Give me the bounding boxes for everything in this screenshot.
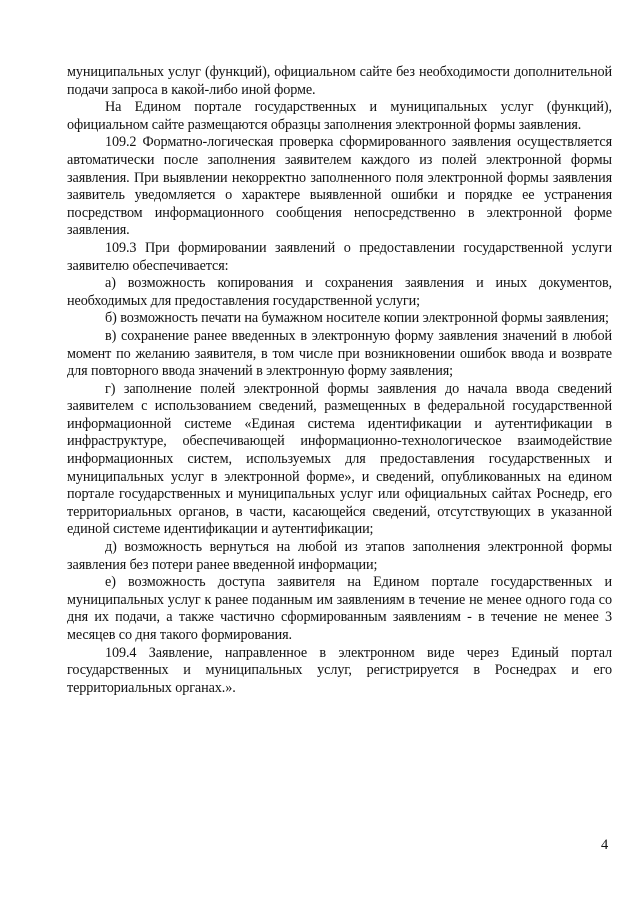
document-body — [67, 64, 612, 697]
paragraph-continuation: муниципальных услуг (функций), официальном сайте без необходимости дополнительной подачи запроса в какой-либо иной форме. — [67, 64, 612, 98]
list-item-e: е) возможность доступа заявителя на Едином портале государственных и муниципальных услуг к ранее поданным им заявлениям в течение не менее одного года со дня их подачи, а также частично сформированным заявлениям - в течение не менее 3 месяцев со дня такого формирования. — [67, 574, 612, 643]
list-item-g: г) заполнение полей электронной формы заявления до начала ввода сведений заявителем с использованием сведений, размещенных в федеральной государственной информационной системе «Единая система идентификации и аутентификации в инфраструктуре, обеспечивающей информационно-технологическое взаимодействие информационных систем, используемых для предоставления государственных и муниципальных услуг в электронной форме», и сведений, опубликованных на едином портале государственных и муниципальных услуг или официальных сайтах Роснедр, его территориальных органов, в части, касающейся сведений, отсутствующих в указанной единой системе идентификации и аутентификации; — [67, 380, 612, 538]
paragraph-109-4: 109.4 Заявление, направленное в электронном виде через Единый портал государственных и муниципальных услуг, регистрируется в Роснедрах и его территориальных органах.». — [67, 644, 612, 696]
paragraph-portal-samples: На Едином портале государственных и муниципальных услуг (функций), официальном сайте размещаются образцы заполнения электронной формы заявления. — [67, 99, 612, 133]
list-item-b: б) возможность печати на бумажном носителе копии электронной формы заявления; — [105, 310, 609, 327]
list-item-a: а) возможность копирования и сохранения заявления и иных документов, необходимых для предоставления государственной услуги; — [67, 275, 612, 309]
paragraph-109-2: 109.2 Форматно-логическая проверка сформированного заявления осуществляется автоматически после заполнения заявителем каждого из полей электронной формы заявления. При выявлении некорректно заполненного поля электронной формы заявления заявитель уведомляется о характере выявленной ошибки и порядке ее устранения посредством информационного сообщения непосредственно в электронной форме заявления. — [67, 134, 612, 239]
paragraph-109-3: 109.3 При формировании заявлений о предоставлении государственной услуги заявителю обеспечивается: — [67, 239, 612, 274]
list-item-v: в) сохранение ранее введенных в электронную форму заявления значений в любой момент по желанию заявителя, в том числе при возникновении ошибок ввода и возврате для повторного ввода значений в электронную форму заявления; — [67, 327, 612, 380]
page-number: 4 — [601, 837, 609, 853]
list-item-d: д) возможность вернуться на любой из этапов заполнения электронной формы заявления без потери ранее введенной информации; — [67, 539, 612, 573]
